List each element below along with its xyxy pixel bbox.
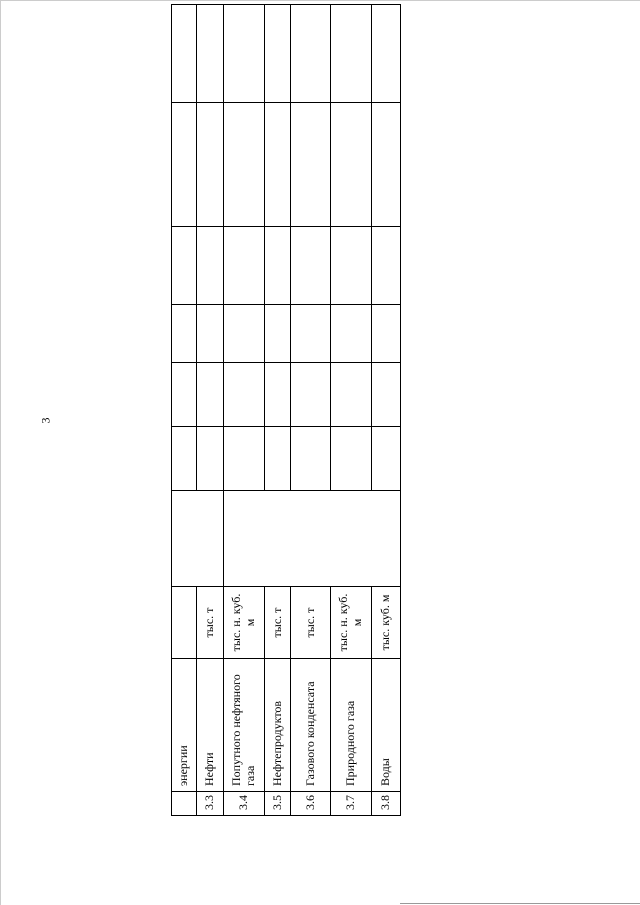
- table-row: [371, 4, 400, 815]
- row-number-cell: 3.8: [371, 791, 400, 815]
- row-name-cell: Газового конденсата: [290, 658, 330, 791]
- value-cell: [371, 226, 400, 304]
- row-name-cell: Нефтепродуктов: [264, 658, 290, 791]
- value-cell: [330, 426, 371, 490]
- value-cell: [196, 102, 223, 226]
- value-cell: [223, 4, 264, 102]
- row-name-cell: Природного газа: [330, 658, 371, 791]
- value-cell: [223, 362, 264, 426]
- value-cell: [371, 4, 400, 102]
- row-unit-cell: тыс. т: [196, 586, 223, 658]
- merged-empty-cell: [171, 490, 223, 586]
- value-cell: [264, 102, 290, 226]
- value-cell: [371, 426, 400, 490]
- row-number-cell: 3.5: [264, 791, 290, 815]
- value-cell: [171, 362, 196, 426]
- row-name-cell: Воды: [371, 658, 400, 791]
- row-number-cell: 3.3: [196, 791, 223, 815]
- value-cell: [264, 4, 290, 102]
- value-cell: [196, 226, 223, 304]
- value-cell: [223, 226, 264, 304]
- value-cell: [290, 362, 330, 426]
- row-unit-cell: тыс. т: [264, 586, 290, 658]
- value-cell: [171, 4, 196, 102]
- value-cell: [330, 4, 371, 102]
- value-cell: [196, 4, 223, 102]
- value-cell: [223, 304, 264, 362]
- data-table: [171, 4, 401, 816]
- value-cell: [290, 4, 330, 102]
- value-cell: [290, 102, 330, 226]
- page-edge-bottom: [400, 903, 640, 904]
- row-name-cell: Попутного нефтяного газа: [223, 658, 264, 791]
- row-name-cell: энергии: [171, 658, 196, 791]
- value-cell: [264, 426, 290, 490]
- value-cell: [371, 102, 400, 226]
- row-name-cell: Нефти: [196, 658, 223, 791]
- row-number-cell: 3.6: [290, 791, 330, 815]
- row-unit-cell: тыс. н. куб. м: [223, 586, 264, 658]
- row-unit-cell: тыс. н. куб. м: [330, 586, 371, 658]
- page-edge-top: [0, 0, 640, 1]
- table-row: [171, 4, 196, 815]
- table-row: [330, 4, 371, 815]
- value-cell: [330, 304, 371, 362]
- table-row: [264, 4, 290, 815]
- row-number-cell: [171, 791, 196, 815]
- value-cell: [330, 226, 371, 304]
- value-cell: [330, 362, 371, 426]
- row-unit-cell: тыс. куб. м: [371, 586, 400, 658]
- merged-empty-cell: [223, 490, 400, 586]
- value-cell: [171, 102, 196, 226]
- value-cell: [196, 362, 223, 426]
- data-table-rotated: [171, 25, 400, 816]
- row-number-cell: 3.4: [223, 791, 264, 815]
- value-cell: [223, 426, 264, 490]
- row-unit-cell: [171, 586, 196, 658]
- value-cell: [371, 304, 400, 362]
- value-cell: [371, 362, 400, 426]
- page-edge-left: [0, 0, 1, 905]
- value-cell: [264, 362, 290, 426]
- value-cell: [196, 426, 223, 490]
- value-cell: [171, 426, 196, 490]
- table-row: [290, 4, 330, 815]
- table-row: [223, 4, 264, 815]
- value-cell: [223, 102, 264, 226]
- row-unit-cell: тыс. т: [290, 586, 330, 658]
- value-cell: [290, 226, 330, 304]
- row-number-cell: 3.7: [330, 791, 371, 815]
- value-cell: [171, 226, 196, 304]
- value-cell: [196, 304, 223, 362]
- value-cell: [290, 426, 330, 490]
- table-row: [196, 4, 223, 815]
- value-cell: [171, 304, 196, 362]
- page-number: 3: [38, 417, 53, 424]
- value-cell: [330, 102, 371, 226]
- value-cell: [264, 226, 290, 304]
- value-cell: [290, 304, 330, 362]
- value-cell: [264, 304, 290, 362]
